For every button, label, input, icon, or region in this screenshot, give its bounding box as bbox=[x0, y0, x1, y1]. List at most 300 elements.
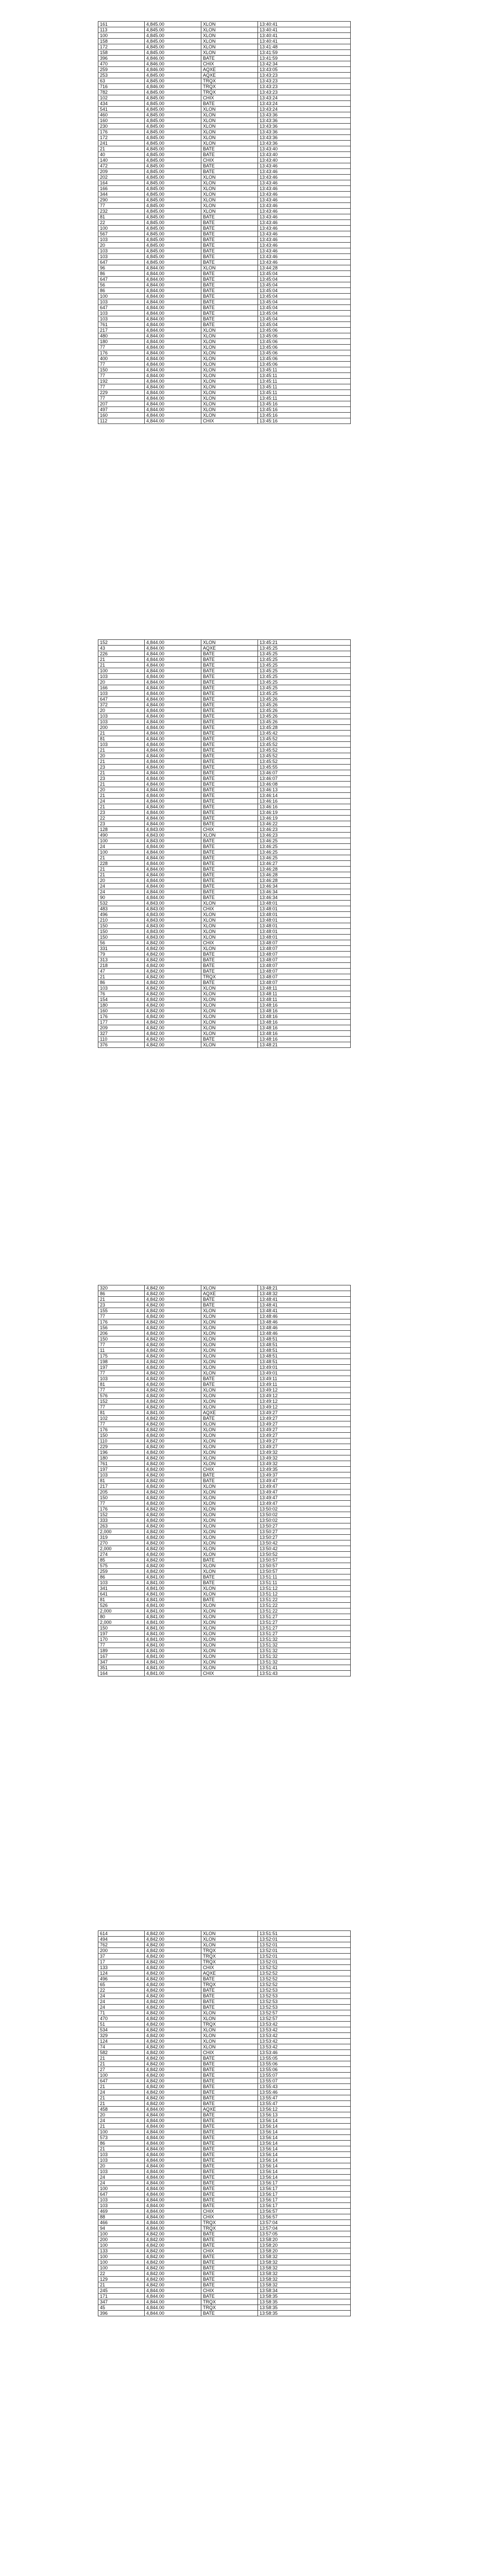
price-cell: 4,841.00 bbox=[145, 1648, 201, 1654]
venue-cell: XLON bbox=[201, 2016, 258, 2022]
quantity-cell: 458 bbox=[98, 2107, 145, 2112]
price-cell: 4,844.00 bbox=[145, 702, 201, 708]
price-cell: 4,845.00 bbox=[145, 118, 201, 124]
venue-cell: BATE bbox=[201, 765, 258, 770]
time-cell: 13:56:14 bbox=[258, 2129, 351, 2135]
venue-cell: BATE bbox=[201, 680, 258, 685]
venue-cell: XLON bbox=[201, 935, 258, 940]
time-cell: 13:52:01 bbox=[258, 1959, 351, 1965]
quantity-cell: 20 bbox=[98, 2163, 145, 2169]
time-cell: 13:51:12 bbox=[258, 1591, 351, 1597]
quantity-cell: 63 bbox=[98, 78, 145, 84]
price-cell: 4,842.00 bbox=[145, 1540, 201, 1546]
venue-cell: XLON bbox=[201, 390, 258, 396]
table-row bbox=[98, 855, 351, 861]
table-row bbox=[98, 2186, 351, 2192]
venue-cell: XLON bbox=[201, 1659, 258, 1665]
quantity-cell: 76 bbox=[98, 991, 145, 997]
table-row bbox=[98, 1461, 351, 1467]
price-cell: 4,842.00 bbox=[145, 2056, 201, 2061]
price-cell: 4,842.00 bbox=[145, 2010, 201, 2016]
price-cell: 4,841.00 bbox=[145, 1671, 201, 1676]
table-row bbox=[98, 2010, 351, 2016]
quantity-cell: 170 bbox=[98, 1637, 145, 1642]
table-row bbox=[98, 799, 351, 804]
venue-cell: XLON bbox=[201, 209, 258, 214]
quantity-cell: 150 bbox=[98, 367, 145, 373]
time-cell: 13:48:01 bbox=[258, 918, 351, 923]
time-cell: 13:49:12 bbox=[258, 1393, 351, 1399]
table-row bbox=[98, 691, 351, 697]
venue-cell: BATE bbox=[201, 776, 258, 782]
time-cell: 13:43:46 bbox=[258, 180, 351, 186]
table-row bbox=[98, 969, 351, 974]
quantity-cell: 22 bbox=[98, 220, 145, 226]
quantity-cell: 79 bbox=[98, 952, 145, 957]
price-cell: 4,845.00 bbox=[145, 50, 201, 56]
quantity-cell: 158 bbox=[98, 39, 145, 44]
table-row bbox=[98, 668, 351, 674]
venue-cell: XLON bbox=[201, 1608, 258, 1614]
time-cell: 13:48:21 bbox=[258, 1285, 351, 1291]
venue-cell: XLON bbox=[201, 1461, 258, 1467]
price-cell: 4,845.00 bbox=[145, 129, 201, 135]
time-cell: 13:43:46 bbox=[258, 169, 351, 175]
table-row bbox=[98, 1455, 351, 1461]
time-cell: 13:41:59 bbox=[258, 56, 351, 61]
quantity-cell: 21 bbox=[98, 804, 145, 810]
venue-cell: BATE bbox=[201, 2254, 258, 2260]
table-row bbox=[98, 963, 351, 969]
venue-cell: BATE bbox=[201, 2265, 258, 2271]
price-cell: 4,841.00 bbox=[145, 1608, 201, 1614]
table-row bbox=[98, 1342, 351, 1348]
venue-cell: BATE bbox=[201, 1988, 258, 1993]
quantity-cell: 647 bbox=[98, 2078, 145, 2084]
venue-cell: BATE bbox=[201, 2311, 258, 2316]
table-row bbox=[98, 2118, 351, 2124]
venue-cell: AQXE bbox=[201, 2107, 258, 2112]
table-row bbox=[98, 1620, 351, 1625]
quantity-cell: 209 bbox=[98, 169, 145, 175]
time-cell: 13:49:32 bbox=[258, 1461, 351, 1467]
price-cell: 4,842.00 bbox=[145, 1387, 201, 1393]
quantity-cell: 21 bbox=[98, 855, 145, 861]
price-cell: 4,844.00 bbox=[145, 282, 201, 288]
table-row bbox=[98, 1982, 351, 1988]
time-cell: 13:46:28 bbox=[258, 872, 351, 878]
venue-cell: BATE bbox=[201, 1999, 258, 2005]
table-row bbox=[98, 2214, 351, 2220]
price-cell: 4,844.00 bbox=[145, 895, 201, 901]
time-cell: 13:58:32 bbox=[258, 2277, 351, 2282]
venue-cell: XLON bbox=[201, 1393, 258, 1399]
table-row bbox=[98, 22, 351, 27]
price-cell: 4,844.00 bbox=[145, 299, 201, 305]
venue-cell: CHIX bbox=[201, 2214, 258, 2220]
quantity-cell: 329 bbox=[98, 2033, 145, 2039]
table-row bbox=[98, 373, 351, 379]
venue-cell: BATE bbox=[201, 1478, 258, 1484]
table-row bbox=[98, 895, 351, 901]
venue-cell: XLON bbox=[201, 1614, 258, 1620]
price-cell: 4,841.00 bbox=[145, 1659, 201, 1665]
quantity-cell: 164 bbox=[98, 1671, 145, 1676]
time-cell: 13:49:27 bbox=[258, 1410, 351, 1416]
quantity-cell: 156 bbox=[98, 1325, 145, 1331]
time-cell: 13:48:07 bbox=[258, 952, 351, 957]
price-cell: 4,844.00 bbox=[145, 305, 201, 311]
time-cell: 13:58:35 bbox=[258, 2311, 351, 2316]
price-cell: 4,844.00 bbox=[145, 668, 201, 674]
venue-cell: TRQX bbox=[201, 78, 258, 84]
quantity-cell: 210 bbox=[98, 918, 145, 923]
price-cell: 4,842.00 bbox=[145, 1971, 201, 1976]
table-row bbox=[98, 61, 351, 67]
time-cell: 13:43:36 bbox=[258, 135, 351, 141]
table-row bbox=[98, 2158, 351, 2163]
table-row bbox=[98, 384, 351, 390]
time-cell: 13:43:36 bbox=[258, 112, 351, 118]
table-row bbox=[98, 663, 351, 668]
quantity-cell: 103 bbox=[98, 299, 145, 305]
quantity-cell: 180 bbox=[98, 1455, 145, 1461]
price-cell: 4,844.00 bbox=[145, 2288, 201, 2294]
time-cell: 13:52:52 bbox=[258, 1971, 351, 1976]
table-row bbox=[98, 271, 351, 277]
price-cell: 4,842.00 bbox=[145, 2033, 201, 2039]
venue-cell: BATE bbox=[201, 878, 258, 884]
quantity-cell: 112 bbox=[98, 418, 145, 424]
venue-cell: BATE bbox=[201, 294, 258, 299]
quantity-cell: 229 bbox=[98, 1444, 145, 1450]
table-row bbox=[98, 2129, 351, 2135]
price-cell: 4,844.00 bbox=[145, 2124, 201, 2129]
venue-cell: TRQX bbox=[201, 90, 258, 95]
table-row bbox=[98, 827, 351, 833]
table-row bbox=[98, 1625, 351, 1631]
quantity-cell: 21 bbox=[98, 867, 145, 872]
quantity-cell: 21 bbox=[98, 731, 145, 736]
time-cell: 13:51:22 bbox=[258, 1597, 351, 1603]
quantity-cell: 372 bbox=[98, 702, 145, 708]
time-cell: 13:49:35 bbox=[258, 1467, 351, 1472]
price-cell: 4,842.00 bbox=[145, 2265, 201, 2271]
quantity-cell: 140 bbox=[98, 158, 145, 163]
price-cell: 4,841.00 bbox=[145, 1631, 201, 1637]
table-row bbox=[98, 742, 351, 748]
quantity-cell: 180 bbox=[98, 1003, 145, 1008]
venue-cell: XLON bbox=[201, 1031, 258, 1037]
time-cell: 13:51:27 bbox=[258, 1620, 351, 1625]
time-cell: 13:48:01 bbox=[258, 912, 351, 918]
time-cell: 13:46:19 bbox=[258, 810, 351, 816]
table-row bbox=[98, 1387, 351, 1393]
table-row bbox=[98, 1444, 351, 1450]
table-row bbox=[98, 163, 351, 169]
venue-cell: XLON bbox=[201, 918, 258, 923]
price-cell: 4,845.00 bbox=[145, 112, 201, 118]
venue-cell: XLON bbox=[201, 396, 258, 401]
time-cell: 13:56:57 bbox=[258, 2209, 351, 2214]
quantity-cell: 100 bbox=[98, 226, 145, 231]
price-cell: 4,843.00 bbox=[145, 838, 201, 844]
quantity-cell: 77 bbox=[98, 1501, 145, 1506]
venue-cell: XLON bbox=[201, 1014, 258, 1020]
price-cell: 4,842.00 bbox=[145, 1433, 201, 1438]
table-row bbox=[98, 2209, 351, 2214]
quantity-cell: 103 bbox=[98, 2169, 145, 2175]
venue-cell: BATE bbox=[201, 299, 258, 305]
table-row bbox=[98, 2192, 351, 2197]
table-row bbox=[98, 1291, 351, 1297]
quantity-cell: 24 bbox=[98, 884, 145, 889]
price-cell: 4,842.00 bbox=[145, 974, 201, 980]
venue-cell: BATE bbox=[201, 674, 258, 680]
price-cell: 4,844.00 bbox=[145, 2226, 201, 2231]
price-cell: 4,844.00 bbox=[145, 367, 201, 373]
time-cell: 13:46:07 bbox=[258, 776, 351, 782]
time-cell: 13:49:11 bbox=[258, 1382, 351, 1387]
venue-cell: BATE bbox=[201, 969, 258, 974]
table-row bbox=[98, 192, 351, 197]
time-cell: 13:55:46 bbox=[258, 2090, 351, 2095]
price-cell: 4,844.00 bbox=[145, 2146, 201, 2152]
table-row bbox=[98, 935, 351, 940]
price-cell: 4,844.00 bbox=[145, 736, 201, 742]
quantity-cell: 274 bbox=[98, 1552, 145, 1557]
time-cell: 13:51:11 bbox=[258, 1580, 351, 1586]
venue-cell: BATE bbox=[201, 2101, 258, 2107]
time-cell: 13:58:20 bbox=[258, 2248, 351, 2254]
price-cell: 4,842.00 bbox=[145, 1965, 201, 1971]
quantity-cell: 347 bbox=[98, 2299, 145, 2305]
venue-cell: XLON bbox=[201, 384, 258, 390]
price-cell: 4,844.00 bbox=[145, 2294, 201, 2299]
venue-cell: XLON bbox=[201, 1512, 258, 1518]
price-cell: 4,843.00 bbox=[145, 901, 201, 906]
venue-cell: XLON bbox=[201, 1591, 258, 1597]
quantity-cell: 494 bbox=[98, 1937, 145, 1942]
quantity-cell: 344 bbox=[98, 192, 145, 197]
table-row bbox=[98, 44, 351, 50]
venue-cell: XLON bbox=[201, 1314, 258, 1319]
quantity-cell: 103 bbox=[98, 674, 145, 680]
price-cell: 4,844.00 bbox=[145, 333, 201, 339]
table-row bbox=[98, 2033, 351, 2039]
time-cell: 13:45:04 bbox=[258, 288, 351, 294]
table-row bbox=[98, 1478, 351, 1484]
table-row bbox=[98, 1586, 351, 1591]
time-cell: 13:48:07 bbox=[258, 946, 351, 952]
venue-cell: CHIX bbox=[201, 158, 258, 163]
price-cell: 4,845.00 bbox=[145, 22, 201, 27]
quantity-cell: 71 bbox=[98, 2010, 145, 2016]
venue-cell: BATE bbox=[201, 169, 258, 175]
venue-cell: XLON bbox=[201, 1665, 258, 1671]
price-cell: 4,842.00 bbox=[145, 1478, 201, 1484]
venue-cell: BATE bbox=[201, 2146, 258, 2152]
venue-cell: XLON bbox=[201, 1336, 258, 1342]
time-cell: 13:52:01 bbox=[258, 1942, 351, 1948]
table-row bbox=[98, 322, 351, 328]
table-row bbox=[98, 1671, 351, 1676]
time-cell: 13:43:36 bbox=[258, 118, 351, 124]
time-cell: 13:43:46 bbox=[258, 243, 351, 248]
quantity-cell: 23 bbox=[98, 810, 145, 816]
price-cell: 4,841.00 bbox=[145, 1410, 201, 1416]
price-cell: 4,842.00 bbox=[145, 1495, 201, 1501]
time-cell: 13:45:16 bbox=[258, 413, 351, 418]
table-row bbox=[98, 1319, 351, 1325]
table-row bbox=[98, 2067, 351, 2073]
price-cell: 4,842.00 bbox=[145, 2254, 201, 2260]
table-row bbox=[98, 254, 351, 260]
price-cell: 4,841.00 bbox=[145, 1574, 201, 1580]
time-cell: 13:49:27 bbox=[258, 1427, 351, 1433]
venue-cell: XLON bbox=[201, 39, 258, 44]
time-cell: 13:45:16 bbox=[258, 407, 351, 413]
quantity-cell: 2,000 bbox=[98, 1529, 145, 1535]
table-row bbox=[98, 362, 351, 367]
venue-cell: BATE bbox=[201, 2294, 258, 2299]
quantity-cell: 582 bbox=[98, 2050, 145, 2056]
quantity-cell: 24 bbox=[98, 844, 145, 850]
quantity-cell: 200 bbox=[98, 1948, 145, 1954]
quantity-cell: 232 bbox=[98, 209, 145, 214]
venue-cell: BATE bbox=[201, 2056, 258, 2061]
table-row bbox=[98, 141, 351, 146]
price-cell: 4,842.00 bbox=[145, 1518, 201, 1523]
table-row bbox=[98, 816, 351, 821]
time-cell: 13:52:53 bbox=[258, 1993, 351, 1999]
price-cell: 4,843.00 bbox=[145, 923, 201, 929]
table-row bbox=[98, 991, 351, 997]
time-cell: 13:44:28 bbox=[258, 265, 351, 271]
price-cell: 4,844.00 bbox=[145, 731, 201, 736]
time-cell: 13:45:04 bbox=[258, 277, 351, 282]
quantity-cell: 100 bbox=[98, 2265, 145, 2271]
quantity-cell: 21 bbox=[98, 2095, 145, 2101]
time-cell: 13:53:42 bbox=[258, 2022, 351, 2027]
table-row bbox=[98, 736, 351, 742]
table-row bbox=[98, 2203, 351, 2209]
quantity-cell: 100 bbox=[98, 33, 145, 39]
price-cell: 4,842.00 bbox=[145, 1336, 201, 1342]
table-row bbox=[98, 2016, 351, 2022]
quantity-cell: 21 bbox=[98, 2061, 145, 2067]
quantity-cell: 647 bbox=[98, 305, 145, 311]
price-cell: 4,844.00 bbox=[145, 350, 201, 356]
quantity-cell: 259 bbox=[98, 1569, 145, 1574]
quantity-cell: 161 bbox=[98, 22, 145, 27]
price-cell: 4,842.00 bbox=[145, 991, 201, 997]
table-row bbox=[98, 2271, 351, 2277]
quantity-cell: 21 bbox=[98, 2124, 145, 2129]
price-cell: 4,841.00 bbox=[145, 1614, 201, 1620]
time-cell: 13:56:14 bbox=[258, 2118, 351, 2124]
quantity-cell: 2,000 bbox=[98, 1608, 145, 1614]
price-cell: 4,845.00 bbox=[145, 146, 201, 152]
table-row bbox=[98, 765, 351, 770]
price-cell: 4,842.00 bbox=[145, 1308, 201, 1314]
time-cell: 13:51:22 bbox=[258, 1608, 351, 1614]
table-row bbox=[98, 2084, 351, 2090]
time-cell: 13:43:46 bbox=[258, 192, 351, 197]
table-row bbox=[98, 1353, 351, 1359]
time-cell: 13:45:06 bbox=[258, 350, 351, 356]
quantity-cell: 158 bbox=[98, 50, 145, 56]
table-row bbox=[98, 2124, 351, 2129]
quantity-cell: 160 bbox=[98, 118, 145, 124]
table-row bbox=[98, 248, 351, 254]
table-row bbox=[98, 929, 351, 935]
quantity-cell: 20 bbox=[98, 243, 145, 248]
venue-cell: BATE bbox=[201, 2141, 258, 2146]
time-cell: 13:58:35 bbox=[258, 2294, 351, 2299]
table-row bbox=[98, 1325, 351, 1331]
quantity-cell: 100 bbox=[98, 668, 145, 674]
venue-cell: BATE bbox=[201, 1580, 258, 1586]
table-row bbox=[98, 73, 351, 78]
venue-cell: XLON bbox=[201, 339, 258, 345]
price-cell: 4,841.00 bbox=[145, 1591, 201, 1597]
table-row bbox=[98, 294, 351, 299]
table-row bbox=[98, 1037, 351, 1042]
quantity-cell: 200 bbox=[98, 2237, 145, 2243]
quantity-cell: 176 bbox=[98, 1506, 145, 1512]
table-row bbox=[98, 1965, 351, 1971]
time-cell: 13:48:16 bbox=[258, 1025, 351, 1031]
table-row bbox=[98, 702, 351, 708]
venue-cell: XLON bbox=[201, 1319, 258, 1325]
quantity-cell: 575 bbox=[98, 1563, 145, 1569]
quantity-cell: 77 bbox=[98, 1342, 145, 1348]
price-cell: 4,842.00 bbox=[145, 2277, 201, 2282]
time-cell: 13:55:06 bbox=[258, 2067, 351, 2073]
price-cell: 4,842.00 bbox=[145, 963, 201, 969]
quantity-cell: 152 bbox=[98, 1399, 145, 1404]
quantity-cell: 24 bbox=[98, 2118, 145, 2124]
venue-cell: XLON bbox=[201, 1444, 258, 1450]
table-row bbox=[98, 906, 351, 912]
venue-cell: BATE bbox=[201, 152, 258, 158]
price-cell: 4,844.00 bbox=[145, 2220, 201, 2226]
quantity-cell: 65 bbox=[98, 1982, 145, 1988]
time-cell: 13:45:11 bbox=[258, 384, 351, 390]
quantity-cell: 534 bbox=[98, 2027, 145, 2033]
venue-cell: XLON bbox=[201, 27, 258, 33]
time-cell: 13:45:06 bbox=[258, 356, 351, 362]
time-cell: 13:48:16 bbox=[258, 1037, 351, 1042]
time-cell: 13:50:02 bbox=[258, 1506, 351, 1512]
price-cell: 4,844.00 bbox=[145, 413, 201, 418]
quantity-cell: 490 bbox=[98, 833, 145, 838]
venue-cell: XLON bbox=[201, 328, 258, 333]
time-cell: 13:58:32 bbox=[258, 2282, 351, 2288]
time-cell: 13:56:17 bbox=[258, 2203, 351, 2209]
time-cell: 13:52:01 bbox=[258, 1948, 351, 1954]
venue-cell: TRQX bbox=[201, 1959, 258, 1965]
time-cell: 13:49:12 bbox=[258, 1387, 351, 1393]
venue-cell: XLON bbox=[201, 1648, 258, 1654]
table-row bbox=[98, 1665, 351, 1671]
price-cell: 4,844.00 bbox=[145, 787, 201, 793]
time-cell: 13:51:32 bbox=[258, 1642, 351, 1648]
venue-cell: AQXE bbox=[201, 67, 258, 73]
venue-cell: XLON bbox=[201, 1942, 258, 1948]
price-cell: 4,842.00 bbox=[145, 957, 201, 963]
